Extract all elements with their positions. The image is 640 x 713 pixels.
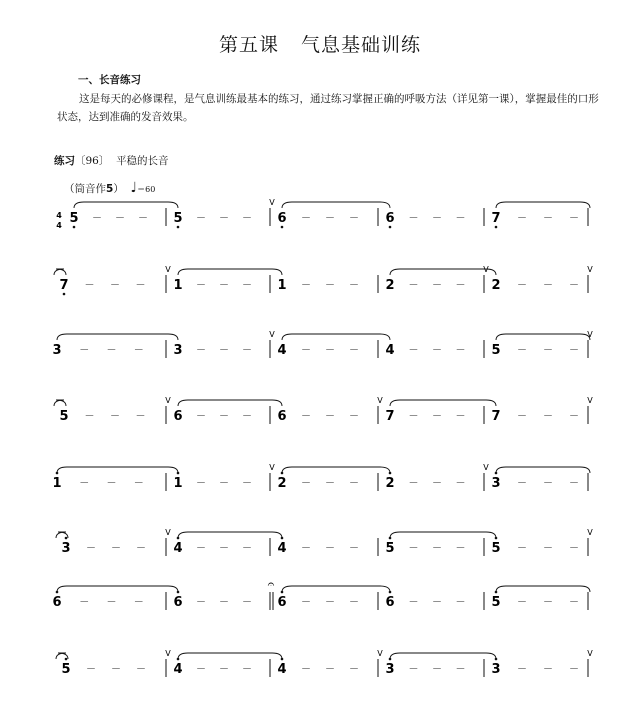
- note-6: 6: [385, 211, 395, 226]
- dash: －: [543, 478, 553, 489]
- low-octave-dot: [495, 226, 498, 229]
- dash: －: [135, 411, 146, 422]
- dash: －: [242, 597, 252, 608]
- dash: －: [517, 664, 527, 675]
- tie-arc: [496, 586, 590, 592]
- dash: －: [115, 213, 125, 224]
- dash: －: [111, 543, 121, 554]
- dash: －: [219, 411, 229, 422]
- dash: －: [86, 543, 96, 554]
- dash: －: [569, 213, 579, 224]
- dash: －: [325, 664, 335, 675]
- dash: －: [569, 597, 579, 608]
- dash: －: [432, 213, 442, 224]
- dash: －: [349, 597, 359, 608]
- note-4: 4: [277, 541, 287, 556]
- dash: －: [408, 280, 419, 291]
- tie-arc: [178, 532, 282, 538]
- dash: －: [543, 345, 553, 356]
- dash: －: [325, 478, 335, 489]
- dash: －: [242, 213, 252, 224]
- low-octave-dot: [281, 226, 284, 229]
- dash: －: [349, 478, 359, 489]
- dash: －: [325, 213, 335, 224]
- dash: －: [325, 597, 335, 608]
- dash: －: [517, 280, 527, 291]
- breath-mark: V: [269, 330, 275, 339]
- breath-mark: V: [165, 396, 171, 405]
- dash: －: [543, 213, 553, 224]
- tie-arc: [178, 400, 282, 406]
- dash: －: [110, 411, 120, 422]
- dash: －: [325, 280, 335, 291]
- dash: －: [325, 345, 335, 356]
- breath-mark: V: [587, 330, 593, 339]
- dash: －: [517, 478, 527, 489]
- note-4: 4: [173, 662, 183, 677]
- dash: －: [517, 213, 527, 224]
- dash: －: [138, 213, 148, 224]
- dash: －: [455, 597, 466, 608]
- tie-arc: [178, 269, 282, 275]
- dash: －: [432, 597, 442, 608]
- dash: －: [569, 543, 579, 554]
- dash: －: [219, 664, 229, 675]
- tie-arc: [390, 653, 496, 659]
- dash: －: [79, 345, 90, 356]
- dash: －: [106, 478, 117, 489]
- breath-mark: V: [377, 649, 383, 658]
- dash: －: [349, 280, 359, 291]
- dash: －: [408, 597, 419, 608]
- high-octave-dot: [65, 658, 68, 661]
- tie-arc: [496, 467, 590, 473]
- low-octave-dot: [73, 226, 76, 229]
- low-octave-dot: [177, 226, 180, 229]
- dash: －: [196, 597, 206, 608]
- dash: －: [325, 543, 335, 554]
- note-7: 7: [59, 278, 69, 293]
- note-5: 5: [69, 211, 79, 226]
- dash: －: [455, 411, 466, 422]
- note-3: 3: [491, 662, 501, 677]
- dash: －: [133, 478, 144, 489]
- low-octave-dot: [389, 226, 392, 229]
- tie-arc: [390, 269, 496, 275]
- note-6: 6: [52, 595, 62, 610]
- note-1: 1: [52, 476, 62, 491]
- dash: －: [219, 543, 229, 554]
- dash: －: [133, 597, 144, 608]
- note-1: 1: [173, 278, 183, 293]
- dash: －: [242, 280, 252, 291]
- dash: －: [543, 280, 553, 291]
- note-6: 6: [277, 595, 287, 610]
- note-4: 4: [385, 343, 395, 358]
- note-5: 5: [491, 541, 501, 556]
- dash: －: [196, 664, 206, 675]
- dash: －: [455, 664, 466, 675]
- dash: －: [219, 597, 229, 608]
- dash: －: [196, 280, 206, 291]
- tie-arc: [390, 532, 496, 538]
- dash: －: [569, 664, 579, 675]
- note-5: 5: [491, 595, 501, 610]
- dash: －: [301, 543, 311, 554]
- dash: －: [432, 543, 442, 554]
- breath-mark: V: [483, 463, 489, 472]
- note-5: 5: [61, 662, 71, 677]
- dash: －: [242, 411, 252, 422]
- dash: －: [455, 543, 466, 554]
- exercise-header: 练习〔96〕 平稳的长音: [54, 155, 169, 167]
- lesson-title: 第五课 气息基础训练: [218, 34, 422, 56]
- note-2: 2: [385, 476, 395, 491]
- note-4: 4: [277, 343, 287, 358]
- dash: －: [301, 478, 311, 489]
- dash: －: [408, 345, 419, 356]
- dash: －: [106, 597, 117, 608]
- note-6: 6: [173, 409, 183, 424]
- dash: －: [349, 411, 359, 422]
- dash: －: [569, 280, 579, 291]
- note-3: 3: [385, 662, 395, 677]
- dash: －: [432, 478, 442, 489]
- tie-arc: [282, 586, 390, 592]
- section-heading: 一、长音练习: [78, 74, 141, 86]
- note-2: 2: [491, 278, 501, 293]
- dash: －: [133, 345, 144, 356]
- dash: －: [79, 597, 90, 608]
- dash: －: [301, 664, 311, 675]
- dash: －: [92, 213, 102, 224]
- dash: －: [242, 345, 252, 356]
- dash: －: [569, 411, 579, 422]
- fermata-icon: 𝄐: [267, 577, 275, 591]
- dash: －: [110, 280, 120, 291]
- dash: －: [517, 411, 527, 422]
- breath-mark: V: [165, 528, 171, 537]
- dash: －: [196, 543, 206, 554]
- dash: －: [301, 411, 311, 422]
- dash: －: [517, 597, 527, 608]
- tie-arc: [282, 467, 390, 473]
- tie-arc: [496, 202, 590, 208]
- tie-arc: [496, 334, 590, 340]
- dash: －: [196, 478, 206, 489]
- dash: －: [242, 543, 252, 554]
- dash: －: [301, 345, 311, 356]
- dash: －: [455, 280, 466, 291]
- dash: －: [136, 664, 146, 675]
- tie-arc: [57, 586, 178, 592]
- dash: －: [301, 597, 311, 608]
- tie-arc: [54, 269, 66, 275]
- dash: －: [349, 345, 359, 356]
- dash: －: [349, 213, 359, 224]
- dash: －: [349, 664, 359, 675]
- dash: －: [301, 280, 311, 291]
- intro-paragraph: 这是每天的必修课程，是气息训练最基本的练习，通过练习掌握正确的呼吸方法（详见第一课），掌握最佳的口形状态，达到准确的发音效果。: [57, 93, 599, 123]
- breath-mark: V: [587, 528, 593, 537]
- dash: －: [408, 478, 419, 489]
- dash: －: [219, 345, 229, 356]
- dash: －: [242, 478, 252, 489]
- key-signature: （筒音作5） ♩＝60: [64, 180, 156, 196]
- note-3: 3: [52, 343, 62, 358]
- note-6: 6: [277, 211, 287, 226]
- tie-arc: [57, 467, 178, 473]
- note-2: 2: [385, 278, 395, 293]
- note-7: 7: [491, 409, 501, 424]
- dash: －: [84, 411, 95, 422]
- time-signature-top: 4: [56, 211, 62, 220]
- tie-arc: [282, 334, 390, 340]
- tie-arc: [54, 400, 66, 406]
- dash: －: [408, 411, 419, 422]
- dash: －: [455, 345, 466, 356]
- note-5: 5: [491, 343, 501, 358]
- dash: －: [86, 664, 96, 675]
- dash: －: [543, 543, 553, 554]
- note-5: 5: [385, 541, 395, 556]
- note-4: 4: [173, 541, 183, 556]
- note-6: 6: [277, 409, 287, 424]
- note-3: 3: [491, 476, 501, 491]
- note-3: 3: [173, 343, 183, 358]
- note-6: 6: [385, 595, 395, 610]
- dash: －: [84, 280, 95, 291]
- breath-mark: V: [165, 265, 171, 274]
- dash: －: [219, 213, 229, 224]
- dash: －: [543, 597, 553, 608]
- dash: －: [408, 664, 419, 675]
- dash: －: [408, 213, 419, 224]
- dash: －: [408, 543, 419, 554]
- high-octave-dot: [65, 537, 68, 540]
- note-1: 1: [173, 476, 183, 491]
- dash: －: [432, 280, 442, 291]
- dash: －: [135, 280, 146, 291]
- dash: －: [242, 664, 252, 675]
- dash: －: [432, 345, 442, 356]
- dash: －: [455, 213, 466, 224]
- dash: －: [111, 664, 121, 675]
- tie-arc: [282, 202, 390, 208]
- dash: －: [219, 478, 229, 489]
- dash: －: [136, 543, 146, 554]
- breath-mark: V: [269, 198, 275, 207]
- dash: －: [196, 411, 206, 422]
- dash: －: [106, 345, 117, 356]
- dash: －: [543, 664, 553, 675]
- dash: －: [517, 543, 527, 554]
- dash: －: [219, 280, 229, 291]
- dash: －: [79, 478, 90, 489]
- low-octave-dot: [63, 293, 66, 296]
- dash: －: [349, 543, 359, 554]
- note-5: 5: [59, 409, 69, 424]
- dash: －: [325, 411, 335, 422]
- dash: －: [432, 664, 442, 675]
- breath-mark: V: [165, 649, 171, 658]
- note-6: 6: [173, 595, 183, 610]
- dash: －: [569, 478, 579, 489]
- note-7: 7: [385, 409, 395, 424]
- breath-mark: V: [587, 649, 593, 658]
- time-signature-bottom: 4: [56, 221, 62, 230]
- breath-mark: V: [269, 463, 275, 472]
- dash: －: [517, 345, 527, 356]
- note-7: 7: [491, 211, 501, 226]
- dash: －: [569, 345, 579, 356]
- dash: －: [543, 411, 553, 422]
- tie-arc: [178, 653, 282, 659]
- dash: －: [196, 213, 206, 224]
- dash: －: [432, 411, 442, 422]
- tie-arc: [390, 400, 496, 406]
- dash: －: [301, 213, 311, 224]
- note-1: 1: [277, 278, 287, 293]
- dash: －: [455, 478, 466, 489]
- tie-arc: [57, 334, 178, 340]
- breath-mark: V: [587, 265, 593, 274]
- note-2: 2: [277, 476, 287, 491]
- note-3: 3: [61, 541, 71, 556]
- dash: －: [196, 345, 206, 356]
- tie-arc: [74, 202, 178, 208]
- breath-mark: V: [483, 265, 489, 274]
- breath-mark: V: [377, 396, 383, 405]
- note-5: 5: [173, 211, 183, 226]
- note-4: 4: [277, 662, 287, 677]
- breath-mark: V: [587, 396, 593, 405]
